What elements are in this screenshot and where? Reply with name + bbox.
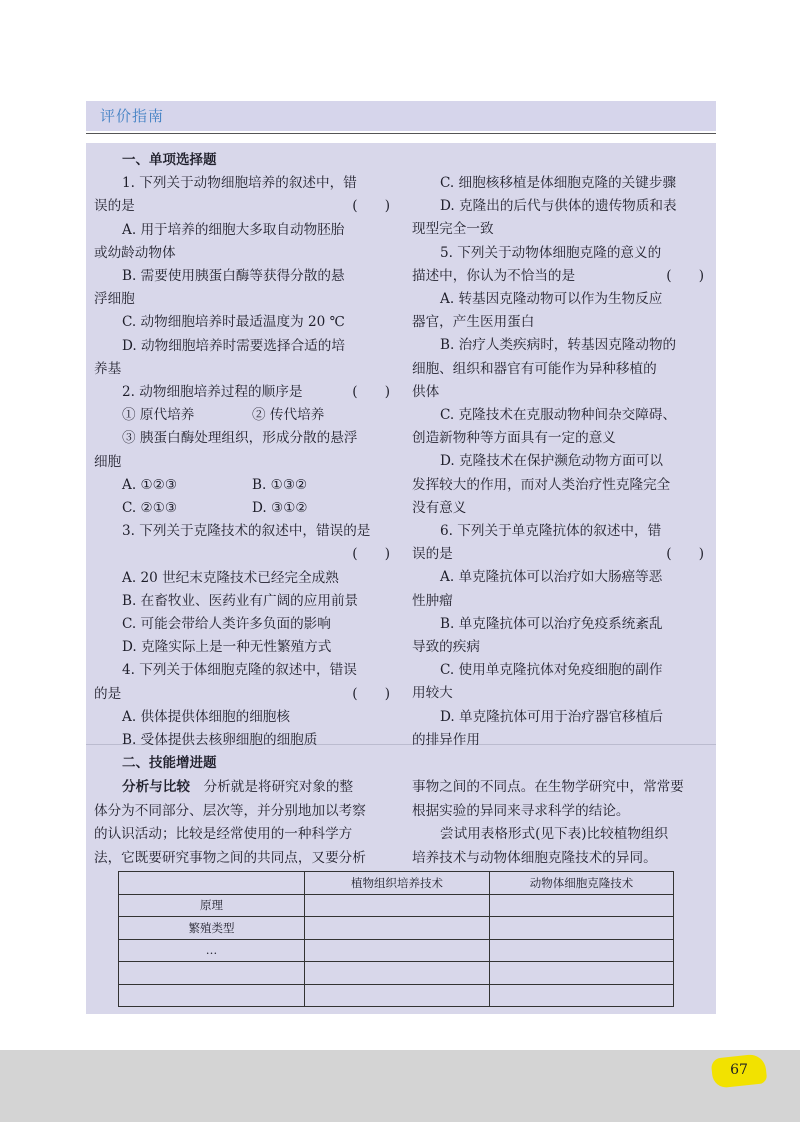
options-row: C. ②①③ D. ③①②	[122, 500, 308, 517]
option: D. 动物细胞培养时需要选择合适的培	[122, 337, 345, 354]
option: 养基	[94, 360, 122, 377]
option: B. 单克隆抗体可以治疗免疫系统紊乱	[440, 615, 663, 632]
question-stem: 6. 下列关于单克隆抗体的叙述中，错	[440, 523, 662, 540]
question-stem: 1. 下列关于动物细胞培养的叙述中，错	[122, 175, 357, 192]
option: A. 转基因克隆动物可以作为生物反应	[440, 291, 663, 308]
section-title: 二、技能增进题	[122, 755, 217, 771]
option: C. 使用单克隆抗体对免疫细胞的副作	[440, 662, 663, 679]
term-label: 分析与比较	[122, 779, 190, 795]
option: C. 动物细胞培养时最适温度为 20 ℃	[122, 314, 345, 331]
option: 导致的疾病	[412, 639, 480, 656]
sequence-item: 细胞	[94, 453, 122, 470]
section2-right-text	[412, 776, 708, 870]
option: D. 单克隆抗体可用于治疗器官移植后	[440, 708, 663, 725]
answer-blank: ( )	[352, 685, 390, 702]
option: 用较大	[412, 685, 453, 702]
table-cell[interactable]	[305, 962, 490, 985]
answer-blank: ( )	[666, 267, 704, 284]
question-stem: 4. 下列关于体细胞克隆的叙述中，错误	[122, 662, 357, 679]
table-cell[interactable]	[305, 939, 490, 962]
option: D. 克隆实际上是一种无性繁殖方式	[122, 639, 332, 656]
option: A. 用于培养的细胞大多取自动物胚胎	[122, 221, 345, 238]
option: A. 20 世纪末克隆技术已经完全成熟	[122, 569, 339, 586]
table-cell[interactable]	[490, 962, 674, 985]
option: 现型完全一致	[412, 221, 494, 238]
page-number: 67	[730, 1062, 748, 1078]
option: 的排异作用	[412, 731, 480, 748]
paragraph-line: 法，它既要研究事物之间的共同点，又要分析	[94, 849, 366, 866]
page-title: 评价指南	[100, 107, 165, 125]
option: 发挥较大的作用，而对人类治疗性克隆完全	[412, 476, 671, 493]
option: D. 克隆技术在保护濒危动物方面可以	[440, 453, 663, 470]
header-band	[86, 101, 716, 131]
question-stem: 5. 下列关于动物体细胞克隆的意义的	[440, 244, 662, 261]
table-row	[119, 939, 674, 962]
option: 供体	[412, 383, 440, 400]
option: 没有意义	[412, 499, 467, 516]
table-cell[interactable]	[490, 917, 674, 940]
section2-left-text	[94, 776, 394, 870]
option: A. 供体提供体细胞的细胞核	[122, 708, 290, 725]
footer-band	[0, 1050, 800, 1122]
question-stem: 误的是 ( )	[412, 543, 708, 566]
question-stem: 的是 ( )	[94, 683, 394, 706]
paragraph-line: 尝试用表格形式(见下表)比较植物组织	[440, 826, 669, 842]
question-stem: 描述中，你认为不恰当的是 ( )	[412, 265, 708, 288]
sequence-items: ① 原代培养 ② 传代培养	[122, 407, 325, 424]
paragraph-line: 分析与比较 分析就是将研究对象的整	[122, 779, 354, 795]
option: 浮细胞	[94, 291, 135, 308]
left-column	[94, 149, 394, 752]
question-stem: 2. 动物细胞培养过程的顺序是 ( )	[94, 381, 394, 404]
section-title: 一、单项选择题	[122, 152, 217, 168]
answer-blank: ( )	[352, 546, 390, 563]
row-label: …	[119, 939, 305, 962]
table-row	[119, 962, 674, 985]
answer-blank: ( )	[352, 384, 390, 401]
option: 创造新物种等方面具有一定的意义	[412, 430, 616, 447]
option: C. 细胞核移植是体细胞克隆的关键步骤	[440, 175, 677, 191]
option: C. 可能会带给人类许多负面的影响	[122, 616, 331, 633]
right-column	[412, 172, 708, 752]
comparison-table	[118, 871, 674, 1007]
option: 细胞、组织和器官有可能作为异种移植的	[412, 360, 657, 377]
table-cell[interactable]	[490, 939, 674, 962]
option: 器官，产生医用蛋白	[412, 314, 535, 331]
row-label: 原理	[119, 894, 305, 917]
table-row	[119, 894, 674, 917]
paragraph-line: 培养技术与动物体细胞克隆技术的异同。	[412, 849, 657, 866]
table-cell[interactable]	[305, 984, 490, 1007]
option: C. 克隆技术在克服动物种间杂交障碍、	[440, 407, 677, 424]
paragraph-line: 体分为不同部分、层次等，并分别地加以考察	[94, 802, 366, 819]
table-cell[interactable]	[490, 894, 674, 917]
option: D. 克隆出的后代与供体的遗传物质和表	[440, 198, 677, 215]
options-row: A. ①②③ B. ①③②	[122, 476, 308, 493]
answer-blank: ( )	[666, 546, 704, 563]
table-header-cell	[119, 872, 305, 895]
option: B. 在畜牧业、医药业有广阔的应用前景	[122, 592, 359, 609]
table-cell[interactable]	[305, 894, 490, 917]
option: A. 单克隆抗体可以治疗如大肠癌等恶	[440, 569, 663, 586]
header-rule	[86, 133, 716, 134]
table-cell[interactable]	[490, 984, 674, 1007]
option: 性肿瘤	[412, 592, 453, 609]
question-stem: 误的是 ( )	[94, 195, 394, 218]
paragraph-line: 事物之间的不同点。在生物学研究中，常常要	[412, 779, 684, 795]
table-header-row	[119, 872, 674, 895]
row-label	[119, 984, 305, 1007]
row-label: 繁殖类型	[119, 917, 305, 940]
paragraph-line: 根据实验的异同来寻求科学的结论。	[412, 802, 630, 819]
sequence-item: ③ 胰蛋白酶处理组织，形成分散的悬浮	[122, 430, 358, 447]
option: B. 治疗人类疾病时，转基因克隆动物的	[440, 337, 677, 354]
section2-heading-wrap	[94, 752, 394, 775]
table-cell[interactable]	[305, 917, 490, 940]
answer-blank: ( )	[352, 198, 390, 215]
option: B. 受体提供去核卵细胞的细胞质	[122, 732, 318, 749]
table-row	[119, 984, 674, 1007]
table-header-cell: 动物体细胞克隆技术	[490, 872, 674, 895]
row-label	[119, 962, 305, 985]
table-row	[119, 917, 674, 940]
option: B. 需要使用胰蛋白酶等获得分散的悬	[122, 268, 345, 285]
paragraph-line: 的认识活动；比较是经常使用的一种科学方	[94, 826, 353, 842]
question-stem: 3. 下列关于克隆技术的叙述中，错误的是	[122, 523, 371, 540]
option: 或幼龄动物体	[94, 244, 176, 261]
table-header-cell: 植物组织培养技术	[305, 872, 490, 895]
